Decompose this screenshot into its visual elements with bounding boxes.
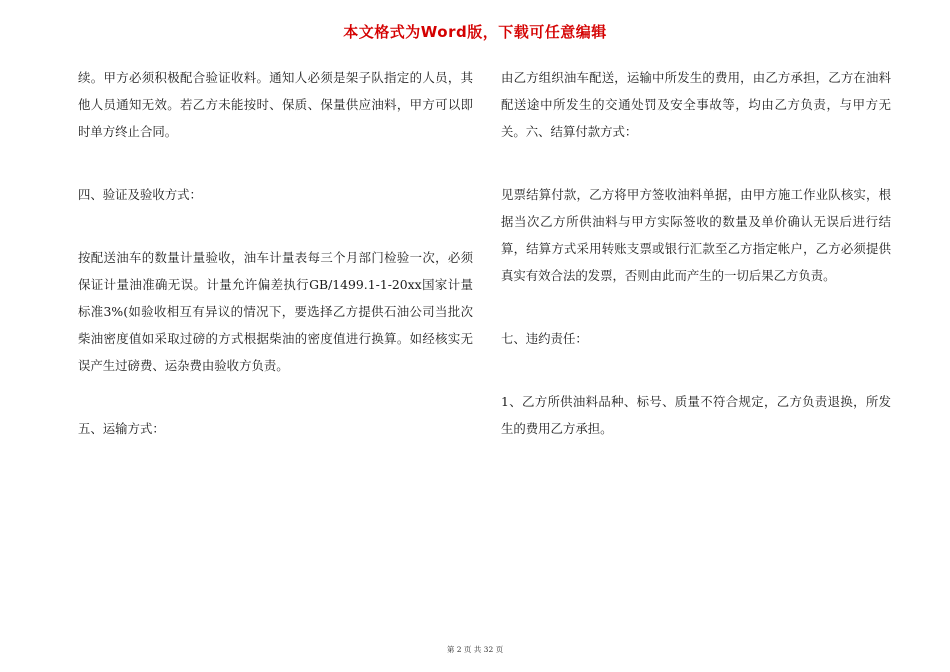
paragraph-inspection: 按配送油车的数量计量验收，油车计量表每三个月部门检验一次，必须保证计量油准确无误。计量允许偏差执行GB/1499.1-1-20xx国家计量标准3%(如验收相互有异议的情况下，要选择乙方提供石油公司当批次柴油密度值如采取过磅的方式根据柴油的密度值进行换算。如经核实无误产生过磅费、运杂费由验收方负责。	[78, 250, 473, 373]
left-column	[78, 64, 473, 442]
paragraph-settlement: 见票结算付款，乙方将甲方签收油料单据，由甲方施工作业队核实，根据当次乙方所供油料与甲方实际签收的数量及单价确认无误后进行结算，结算方式采用转账支票或银行汇款至乙方指定帐户，乙方必须提供真实有效合法的发票，否则由此而产生的一切后果乙方负责。	[501, 187, 891, 283]
paragraph-continuation: 续。甲方必须积极配合验证收料。通知人必须是架子队指定的人员，其他人员通知无效。若乙方未能按时、保质、保量供应油料，甲方可以即时单方终止合同。	[78, 70, 473, 139]
section-heading-liability: 七、违约责任：	[501, 331, 588, 346]
section-heading-inspection: 四、验证及验收方式：	[78, 187, 202, 202]
paragraph-transport: 由乙方组织油车配送，运输中所发生的费用，由乙方承担，乙方在油料配送途中所发生的交通处罚及安全事故等，均由乙方负责，与甲方无关。六、结算付款方式：	[501, 70, 891, 139]
page-number: 第 2 页 共 32 页	[446, 645, 504, 654]
download-banner: 本文格式为Word版，下载可任意编辑	[343, 23, 607, 41]
section-heading-transport: 五、运输方式：	[78, 421, 165, 436]
paragraph-liability-1: 1、乙方所供油料品种、标号、质量不符合规定，乙方负责退换，所发生的费用乙方承担。	[501, 394, 891, 436]
right-column	[501, 64, 891, 442]
